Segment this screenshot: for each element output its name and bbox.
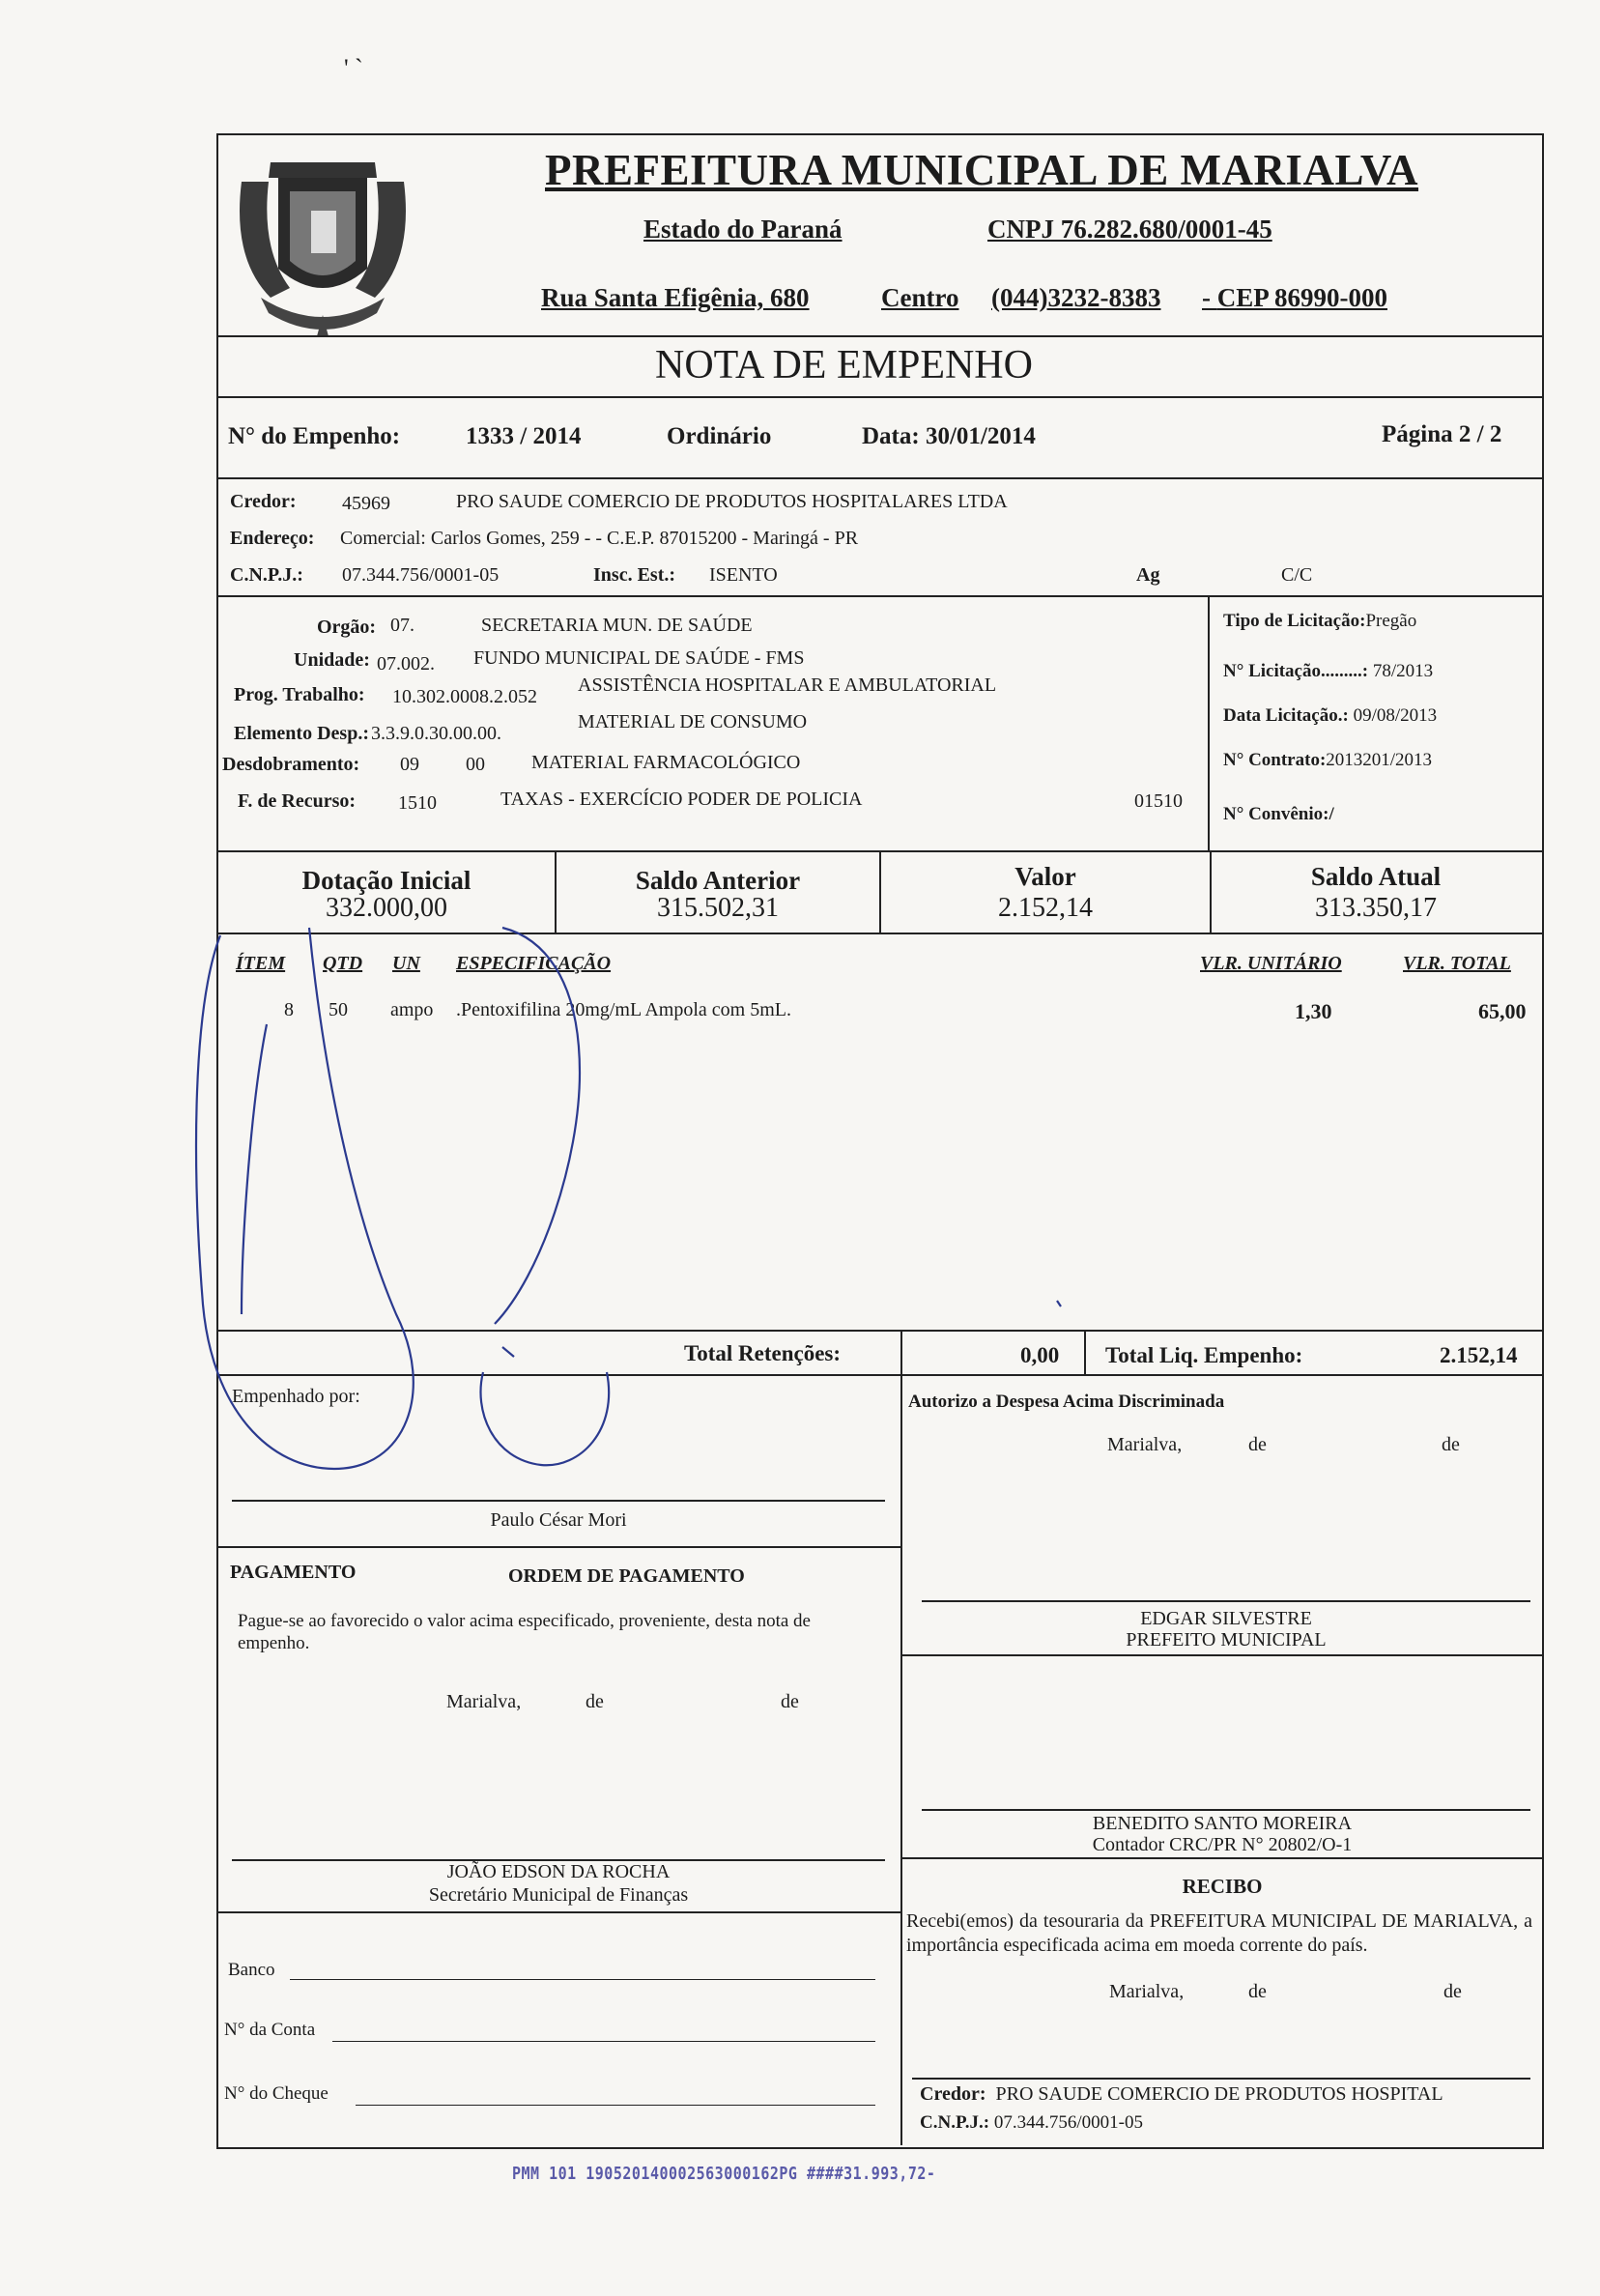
num-licitacao: N° Licitação.........: 78/2013 <box>1223 661 1434 681</box>
conta-label: N° da Conta <box>224 2020 316 2040</box>
credor-address: Comercial: Carlos Gomes, 259 - - C.E.P. 87015200 - Maringá - PR <box>340 528 859 549</box>
col-vlr-total: VLR. TOTAL <box>1403 953 1511 974</box>
header-cep: - CEP 86990-000 <box>1202 283 1388 312</box>
credor-code: 45969 <box>342 493 390 514</box>
document-title: NOTA DE EMPENHO <box>655 343 1033 387</box>
autorizo-label: Autorizo a Despesa Acima Discriminada <box>908 1392 1225 1412</box>
data-licitacao: Data Licitação.: 09/08/2013 <box>1223 705 1438 726</box>
dotacao-value: 332.000,00 <box>326 893 447 923</box>
unidade-label: Unidade: <box>294 649 370 671</box>
col-qtd: QTD <box>323 953 363 974</box>
prog-code: 10.302.0008.2.052 <box>392 686 537 707</box>
pagamento-label: PAGAMENTO <box>230 1562 357 1583</box>
empenho-type: Ordinário <box>667 423 772 449</box>
orgao-name: SECRETARIA MUN. DE SAÚDE <box>481 615 753 636</box>
recibo-cnpj: C.N.P.J.: 07.344.756/0001-05 <box>920 2112 1143 2133</box>
col-vlr-unitario: VLR. UNITÁRIO <box>1200 953 1342 974</box>
cc-label: C/C <box>1281 564 1313 586</box>
ordem-pagamento-label: ORDEM DE PAGAMENTO <box>508 1565 745 1587</box>
empenhado-por-label: Empenhado por: <box>232 1386 360 1407</box>
pagamento-place: Marialva, de de <box>446 1691 799 1712</box>
saldo-atual-label: Saldo Atual <box>1310 862 1442 891</box>
credor-name: PRO SAUDE COMERCIO DE PRODUTOS HOSPITALARES LTDA <box>456 491 1008 512</box>
pague-se-text: Pague-se ao favorecido o valor acima especificado, proveniente, desta nota de empenho. <box>238 1611 811 1653</box>
item-total: 65,00 <box>1478 999 1527 1023</box>
recurso-code: 1510 <box>398 792 437 814</box>
contador-title: Contador CRC/PR N° 20802/O-1 <box>1092 1834 1353 1855</box>
header-state: Estado do Paraná <box>643 215 843 244</box>
address-label: Endereço: <box>230 528 315 549</box>
recibo-text: Recebi(emos) da tesouraria da PREFEITURA MUNICIPAL DE MARIALVA, a importância especificada acima em moeda corrente do país. <box>906 1910 1532 1956</box>
tipo-licitacao: Tipo de Licitação:Pregão <box>1223 611 1417 631</box>
item-unit: 1,30 <box>1295 999 1332 1023</box>
col-item: ÍTEM <box>236 953 286 974</box>
scan-marks: ' ` <box>344 54 363 82</box>
col-un: UN <box>392 953 420 974</box>
prefeito-name: EDGAR SILVESTRE <box>1140 1608 1312 1629</box>
prog-name: ASSISTÊNCIA HOSPITALAR E AMBULATORIAL <box>578 674 997 696</box>
desdobramento-name: MATERIAL FARMACOLÓGICO <box>531 752 801 773</box>
header-district: Centro <box>881 283 959 312</box>
secretario-title: Secretário Municipal de Finanças <box>428 1884 689 1906</box>
credor-cnpj: 07.344.756/0001-05 <box>342 564 500 586</box>
unidade-code: 07.002. <box>377 653 435 674</box>
table-row <box>0 999 1600 1028</box>
valor-value: 2.152,14 <box>998 893 1093 923</box>
contador-name: BENEDITO SANTO MOREIRA <box>1092 1813 1353 1834</box>
liq-empenho-label: Total Liq. Empenho: <box>1105 1343 1303 1367</box>
recurso-label: F. de Recurso: <box>238 790 357 812</box>
desdobramento-a: 09 <box>400 754 419 775</box>
item-un: ampo <box>390 999 434 1020</box>
retencoes-label: Total Retenções: <box>684 1341 842 1365</box>
num-contrato: N° Contrato:2013201/2013 <box>1223 750 1433 770</box>
insc-label: Insc. Est.: <box>593 564 676 586</box>
recibo-credor: Credor: PRO SAUDE COMERCIO DE PRODUTOS HOSPITAL <box>920 2083 1443 2105</box>
cnpj-label: C.N.P.J.: <box>230 564 303 586</box>
col-especificacao: ESPECIFICAÇÃO <box>456 953 612 974</box>
desdobramento-label: Desdobramento: <box>222 754 360 775</box>
empenho-date: Data: 30/01/2014 <box>862 423 1036 449</box>
saldo-anterior-value: 315.502,31 <box>657 893 779 923</box>
header-title: PREFEITURA MUNICIPAL DE MARIALVA <box>545 146 1419 194</box>
banco-label: Banco <box>228 1960 275 1980</box>
empenhado-name: Paulo César Mori <box>490 1509 627 1531</box>
orgao-label: Orgão: <box>317 617 377 638</box>
recurso-number: 01510 <box>1134 790 1183 812</box>
num-convenio: N° Convênio:/ <box>1223 804 1334 824</box>
header-address: Rua Santa Efigênia, 680 <box>541 283 810 312</box>
valor-label: Valor <box>1014 862 1076 891</box>
credor-label: Credor: <box>230 491 297 512</box>
liq-empenho-value: 2.152,14 <box>1440 1343 1518 1367</box>
item-qtd: 50 <box>329 999 348 1020</box>
item-spec: .Pentoxifilina 20mg/mL Ampola com 5mL. <box>456 999 792 1020</box>
elemento-code: 3.3.9.0.30.00.00. <box>371 723 501 744</box>
empenho-label: N° do Empenho: <box>228 423 401 449</box>
ag-label: Ag <box>1136 564 1160 586</box>
prog-label: Prog. Trabalho: <box>234 684 365 705</box>
desdobramento-b: 00 <box>466 754 485 775</box>
orgao-code: 07. <box>390 615 414 636</box>
prefeito-title: PREFEITO MUNICIPAL <box>1126 1629 1327 1650</box>
item-number: 8 <box>284 999 294 1020</box>
header-cnpj: CNPJ 76.282.680/0001-45 <box>987 215 1272 244</box>
saldo-anterior-label: Saldo Anterior <box>635 866 801 895</box>
empenho-number: 1333 / 2014 <box>466 423 582 449</box>
coat-of-arms-emblem <box>232 143 414 336</box>
secretario-name: JOÃO EDSON DA ROCHA <box>446 1861 671 1882</box>
page-number: Página 2 / 2 <box>1382 421 1502 447</box>
recurso-name: TAXAS - EXERCÍCIO PODER DE POLICIA <box>500 789 863 810</box>
elemento-label: Elemento Desp.: <box>234 723 369 744</box>
unidade-name: FUNDO MUNICIPAL DE SAÚDE - FMS <box>473 647 805 669</box>
dotacao-label: Dotação Inicial <box>301 866 471 895</box>
insc-value: ISENTO <box>709 564 778 586</box>
footer-stamp: PMM 101 190520140002563000162PG ####31.993,72- <box>512 2163 936 2184</box>
saldo-atual-value: 313.350,17 <box>1315 893 1437 923</box>
retencoes-value: 0,00 <box>1020 1343 1060 1367</box>
header-phone: (044)3232-8383 <box>991 283 1161 312</box>
elemento-name: MATERIAL DE CONSUMO <box>578 711 808 732</box>
cheque-label: N° do Cheque <box>224 2083 329 2104</box>
recibo-place: Marialva, de de <box>1109 1981 1462 2002</box>
recibo-title: RECIBO <box>1182 1875 1263 1898</box>
autorizo-place: Marialva, de de <box>1107 1434 1460 1455</box>
